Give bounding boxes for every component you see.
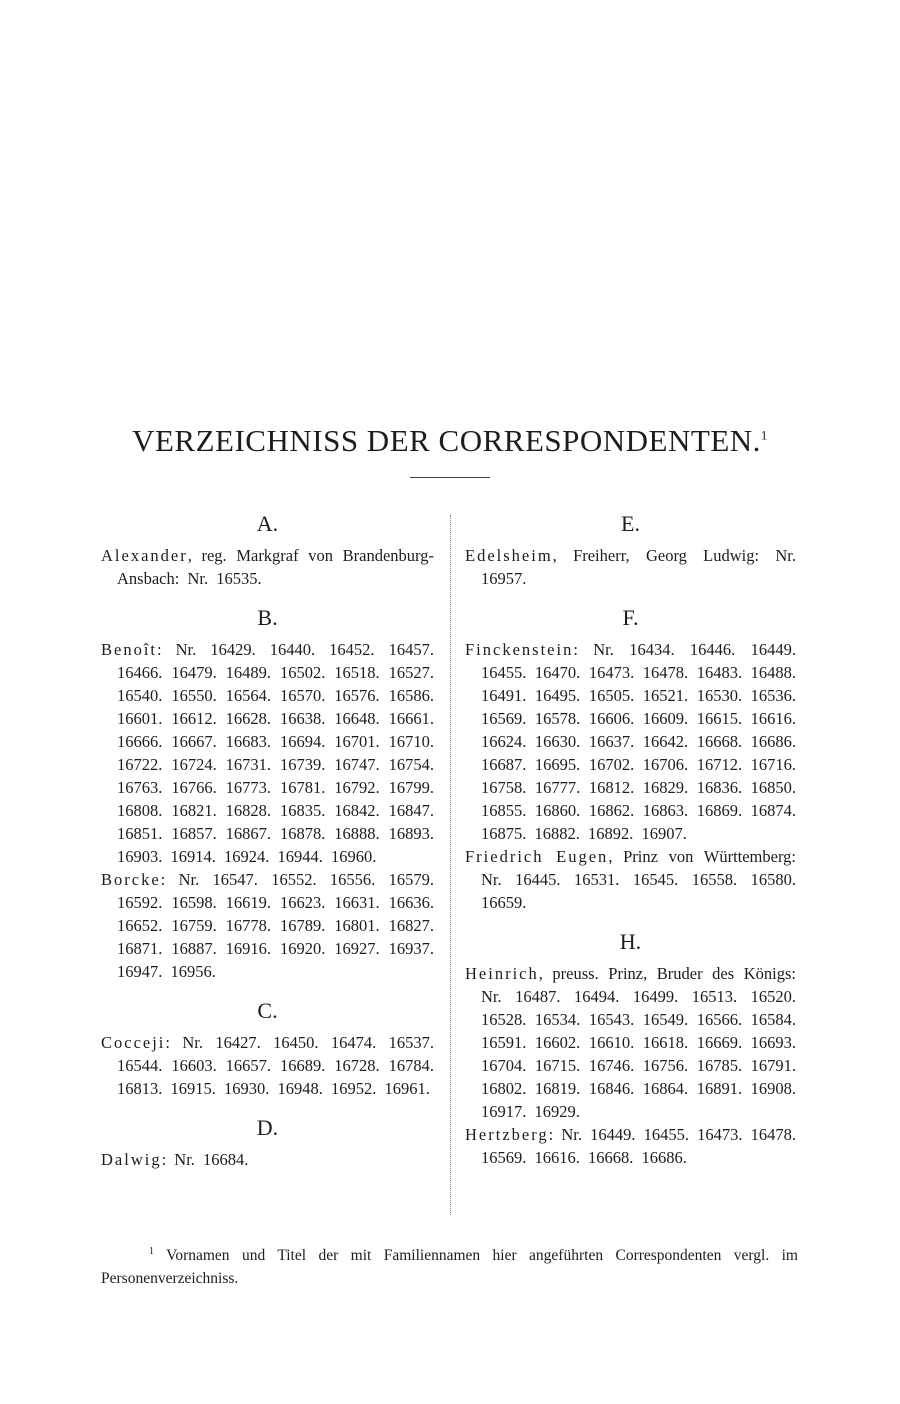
entry-heinrich [465,962,796,1123]
entry-text: , Freiherr, Georg Ludwig: Nr. 16957. [481,546,796,588]
section-letter: D. [256,1115,279,1140]
page-title [0,423,900,459]
correspondent-name: Hertzberg [465,1125,549,1144]
entry-hertzberg [465,1123,796,1169]
correspondent-name: Finckenstein [465,640,574,659]
correspondent-name: Heinrich [465,964,539,983]
correspondent-name: Benoît [101,640,157,659]
correspondent-name: Dalwig [101,1150,162,1169]
correspondent-name: Edelsheim [465,546,553,565]
section-b [101,604,434,983]
title-footnote-mark: 1 [760,427,768,443]
correspondent-name: Cocceji [101,1033,166,1052]
page-title-text: VERZEICHNISS DER CORRESPONDENTEN. [132,422,761,458]
entry-text: : Nr. 16547. 16552. 16556. 16579. 16592. 16598. 16619. 16623. 16631. 16636. 16652. 16759. 16778. 16789. 16801. 16827. 16871. 16887. 16916. 16920. 16927. 16937. 16947. 16956. [117,870,434,981]
entry-finckenstein [465,638,796,845]
entry-text: : Nr. 16429. 16440. 16452. 16457. 16466. 16479. 16489. 16502. 16518. 16527. 16540. 16550. 16564. 16570. 16576. 16586. 16601. 16612. 16628. 16638. 16648. 16661. 16666. 16667. 16683. 16694. 16701. 16710. 16722. 16724. 16731. 16739. 16747. 16754. 16763. 16766. 16773. 16781. 16792. 16799. 16808. 16821. 16828. 16835. 16842. 16847. 16851. 16857. 16867. 16878. 16888. 16893. 16903. 16914. 16924. 16944. 16960. [117,640,434,866]
entry-text: , reg. Markgraf von Brandenburg-Ansbach: Nr. 16535. [117,546,434,588]
correspondent-name: Alexander [101,546,188,565]
entry-text: : Nr. 16449. 16455. 16473. 16478. 16569. 16616. 16668. 16686. [481,1125,797,1167]
entry-friedrich-eugen [465,845,796,914]
entry-dalwig [101,1148,434,1171]
section-f [465,604,796,914]
entry-text: , preuss. Prinz, Bruder des Königs: Nr. 16487. 16494. 16499. 16513. 16520. 16528. 16534. 16543. 16549. 16566. 16584. 16591. 16602. 16610. 16618. 16669. 16693. 16704. 16715. 16746. 16756. 16785. 16791. 16802. 16819. 16846. 16864. 16891. 16908. 16917. 16929. [481,964,796,1121]
section-letter: E. [621,511,640,536]
column-divider [450,515,451,1215]
section-e [465,510,796,590]
footnote [101,1240,798,1290]
entry-text: , Prinz von Württemberg: Nr. 16445. 16531. 16545. 16558. 16580. 16659. [481,847,796,912]
section-letter: H. [619,929,642,954]
section-a [101,510,434,590]
entry-alexander [101,544,434,590]
right-column [465,510,796,1183]
left-column [101,510,434,1185]
entry-text: : Nr. 16427. 16450. 16474. 16537. 16544. 16603. 16657. 16689. 16728. 16784. 16813. 16915. 16930. 16948. 16952. 16961. [117,1033,434,1098]
entry-text: : Nr. 16434. 16446. 16449. 16455. 16470. 16473. 16478. 16483. 16488. 16491. 16495. 16505. 16521. 16530. 16536. 16569. 16578. 16606. 16609. 16615. 16616. 16624. 16630. 16637. 16642. 16668. 16686. 16687. 16695. 16702. 16706. 16712. 16716. 16758. 16777. 16812. 16829. 16836. 16850. 16855. 16860. 16862. 16863. 16869. 16874. 16875. 16882. 16892. 16907. [481,640,796,843]
correspondent-name: Friedrich Eugen [465,847,609,866]
footnote-text: Vornamen und Titel der mit Familiennamen hier angeführten Correspondenten vergl. im Personenverzeichniss. [101,1247,798,1288]
entry-borcke [101,868,434,983]
section-letter: C. [257,998,278,1023]
section-h [465,928,796,1169]
title-rule [410,477,490,478]
section-letter: A. [256,511,279,536]
section-letter: F. [622,605,639,630]
section-c [101,997,434,1100]
correspondent-name: Borcke [101,870,161,889]
footnote-mark: 1 [149,1246,154,1257]
entry-text: : Nr. 16684. [161,1150,249,1169]
entry-benoit [101,638,434,868]
section-letter: B. [257,605,278,630]
entry-edelsheim [465,544,796,590]
entry-cocceji [101,1031,434,1100]
section-d [101,1114,434,1171]
